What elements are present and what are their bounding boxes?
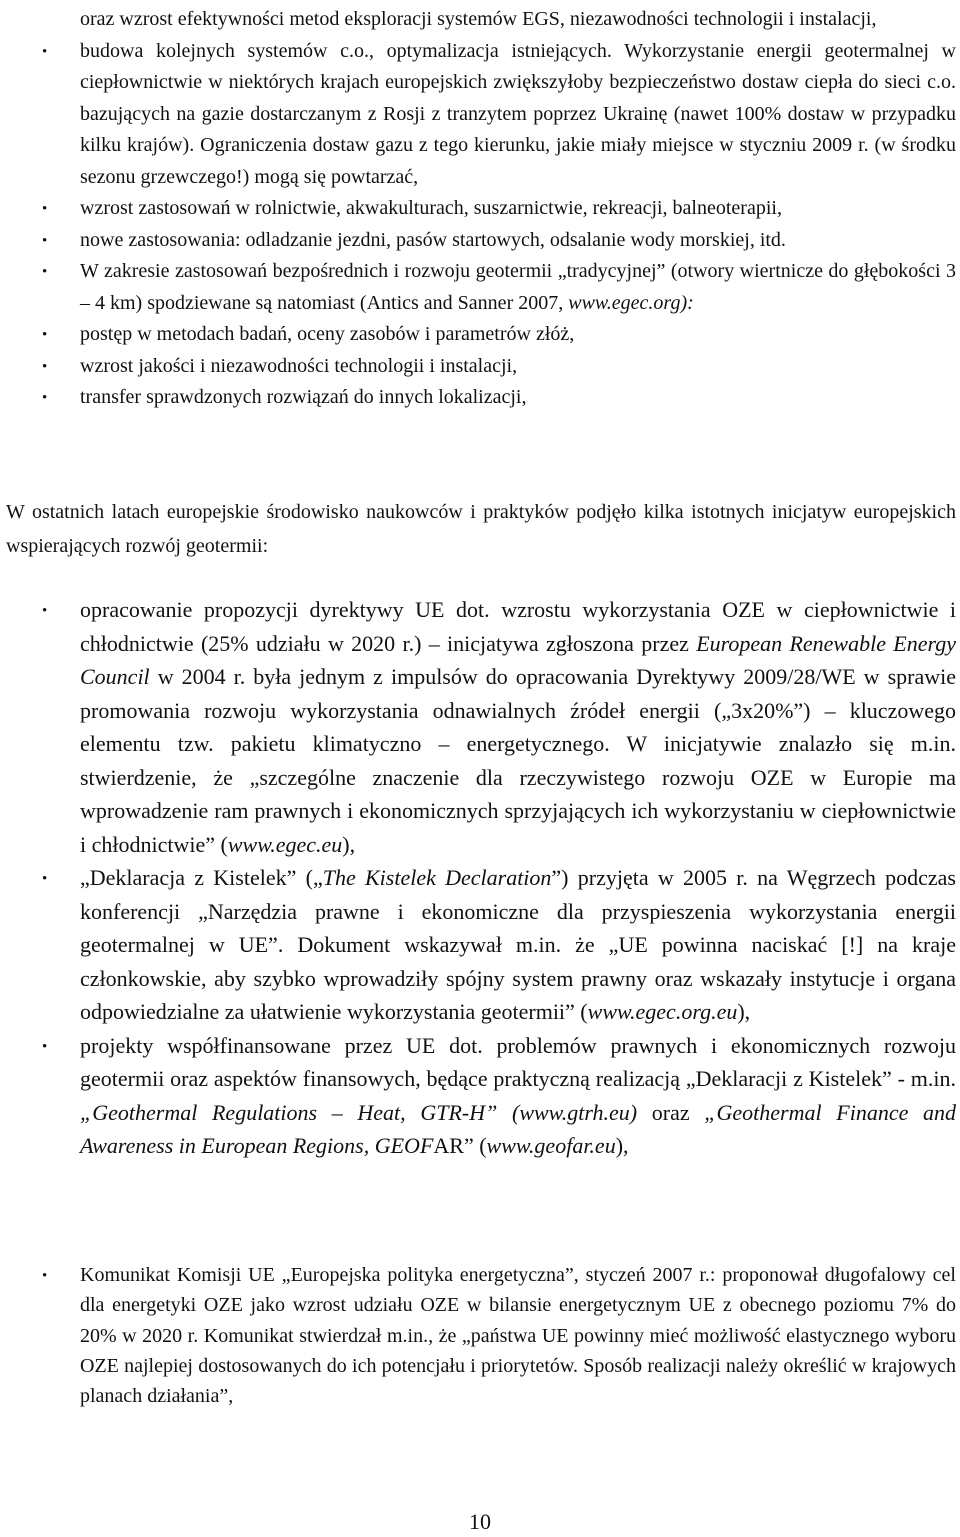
list-item-text: W zakresie zastosowań bezpośrednich i rozwoju geotermii „tradycyjnej” (otwory wiertnicze do głębokości 3 – 4 km) spodziewane są natomiast (Antics and Sanner 2007, — [80, 260, 956, 314]
bullet-list-top — [0, 4, 960, 414]
bullet-icon: • — [42, 264, 48, 280]
bullet-icon: • — [42, 390, 48, 406]
list-item — [0, 382, 960, 414]
list-item-text: postęp w metodach badań, oceny zasobów i parametrów złóż, — [80, 323, 575, 345]
text-run: w 2004 r. była jednym z impulsów do opracowania Dyrektywy 2009/28/WE w sprawie promowania rozwoju wykorzystania odnawialnych źródeł energii („3x20%”) – kluczowego elementu tzw. pakietu klimatyczno – energetycznego. W inicjatywie znalazło się m.in. stwierdzenie, że „szczególne znaczenie dla rzeczywistego rozwoju OZE w Europie ma wprowadzenie ram prawnych i ekonomicznych sprzyjających ich wykorzystaniu w ciepłownictwie i chłodnictwie” ( — [80, 664, 956, 857]
text-run: projekty współfinansowane przez UE dot. problemów prawnych i ekonomicznych rozwoju geotermii oraz aspektów finansowych, będące praktyczną realizacją „Deklaracji z Kistelek” - m.in. — [80, 1032, 956, 1091]
bullet-icon: • — [42, 327, 48, 343]
list-item — [0, 861, 960, 1029]
text-run: „Deklaracja z Kistelek” („ — [80, 865, 323, 890]
text-run-italic: „Geothermal Regulations – Heat, GTR-H” (www.gtrh.eu) — [80, 1099, 638, 1125]
text-run: opracowanie propozycji dyrektywy UE dot. wzrostu wykorzystania OZE w ciepłownictwie i chłodnictwie (25% udziału w 2020 r.) – inicjatywa zgłoszona przez — [80, 597, 956, 656]
list-item — [0, 1029, 960, 1163]
list-item-text: Komunikat Komisji UE „Europejska polityka energetyczna”, styczeń 2007 r.: proponował długofalowy cel dla energetyki OZE jako wzrost udziału OZE w bilansie energetycznym UE z obecnego poziomu 7% do 20% w 2020 r. Komunikat stwierdzał m.in., że „państwa UE powinny mieć możliwość elastycznego wyboru OZE najlepiej dostosowanych do ich potencjału i priorytetów. Sposób realizacji należy określić w krajowych planach działania”, — [80, 1264, 956, 1408]
text-run-italic: „Geothermal Finance and Awareness in European Regions, GEOF — [80, 1099, 957, 1158]
list-item — [0, 351, 960, 383]
bullet-icon: • — [42, 201, 48, 217]
list-item — [0, 256, 960, 319]
link-text: www.egec.org): — [563, 291, 694, 314]
bullet-icon: • — [42, 1038, 48, 1055]
page-number: 10 — [469, 1509, 491, 1534]
text-run: ), — [737, 999, 751, 1024]
bullet-list-communication — [0, 1260, 960, 1411]
bullet-icon: • — [42, 871, 48, 887]
list-item-text: oraz wzrost efektywności metod eksploracji systemów EGS, niezawodności technologii i instalacji, — [80, 8, 877, 30]
list-item-text: wzrost zastosowań w rolnictwie, akwakulturach, suszarnictwie, rekreacji, balneoterapii, — [80, 197, 782, 219]
bullet-icon: • — [42, 43, 48, 60]
link-text: www.egec.org.eu — [587, 999, 738, 1024]
list-item-text: transfer sprawdzonych rozwiązań do innych lokalizacji, — [80, 386, 527, 408]
text-run: ), — [342, 831, 356, 857]
text-run: ”) przyjęta w 2005 r. na Węgrzech podczas konferencji „Narzędzia prawne i ekonomiczne dla przyspieszenia wykorzystania energii geotermalnej w UE”. Dokument wskazywał m.in. że „UE powinna naciskać [!] na kraje członkowskie, aby szybko wprowadziły spójny system prawny oraz wskazały instytucje i organa odpowiedzialne za ułatwienie wykorzystania geotermii” ( — [80, 865, 956, 1024]
bullet-list-initiatives — [0, 593, 960, 1163]
text-run-italic: European Renewable Energy Council — [80, 630, 956, 689]
link-text: www.geofar.eu — [486, 1133, 616, 1158]
bullet-icon: • — [42, 358, 48, 375]
list-item — [0, 1260, 960, 1411]
list-item-text: nowe zastosowania: odladzanie jezdni, pasów startowych, odsalanie wody morskiej, itd. — [80, 228, 786, 251]
list-item — [0, 36, 960, 194]
list-item-text: budowa kolejnych systemów c.o., optymalizacja istniejących. Wykorzystanie energii geotermalnej w ciepłownictwie w niektórych krajach europejskich zwiększyłoby bezpieczeństwo dostaw ciepła do sieci c.o. bazujących na gazie dostarczanym z Rosji z tranzytem poprzez Ukrainę (nawet 100% dostaw w przypadku kilku krajów). Ograniczenia dostaw gazu z tego kierunku, jakie miały miejsce w styczniu 2009 r. (w środku sezonu grzewczego!) mogą się powtarzać, — [80, 39, 956, 188]
link-text: www.egec.eu — [227, 831, 343, 857]
text-run-italic: The Kistelek Declaration — [322, 865, 552, 890]
text-run: ), — [615, 1133, 629, 1158]
list-item — [0, 193, 960, 225]
bullet-icon: • — [42, 232, 48, 249]
text-run: AR” ( — [433, 1133, 487, 1158]
text-run: oraz — [637, 1099, 705, 1125]
list-item — [0, 593, 960, 861]
list-item — [0, 319, 960, 351]
bullet-icon: • — [42, 1268, 48, 1284]
list-item-text: wzrost jakości i niezawodności technologii i instalacji, — [80, 354, 518, 377]
list-item — [0, 4, 960, 36]
bullet-icon: • — [42, 603, 48, 619]
list-item — [0, 225, 960, 257]
intro-paragraph: W ostatnich latach europejskie środowisko naukowców i praktyków podjęło kilka istotnych inicjatyw europejskich wspierających rozwój geotermii: — [6, 501, 956, 557]
